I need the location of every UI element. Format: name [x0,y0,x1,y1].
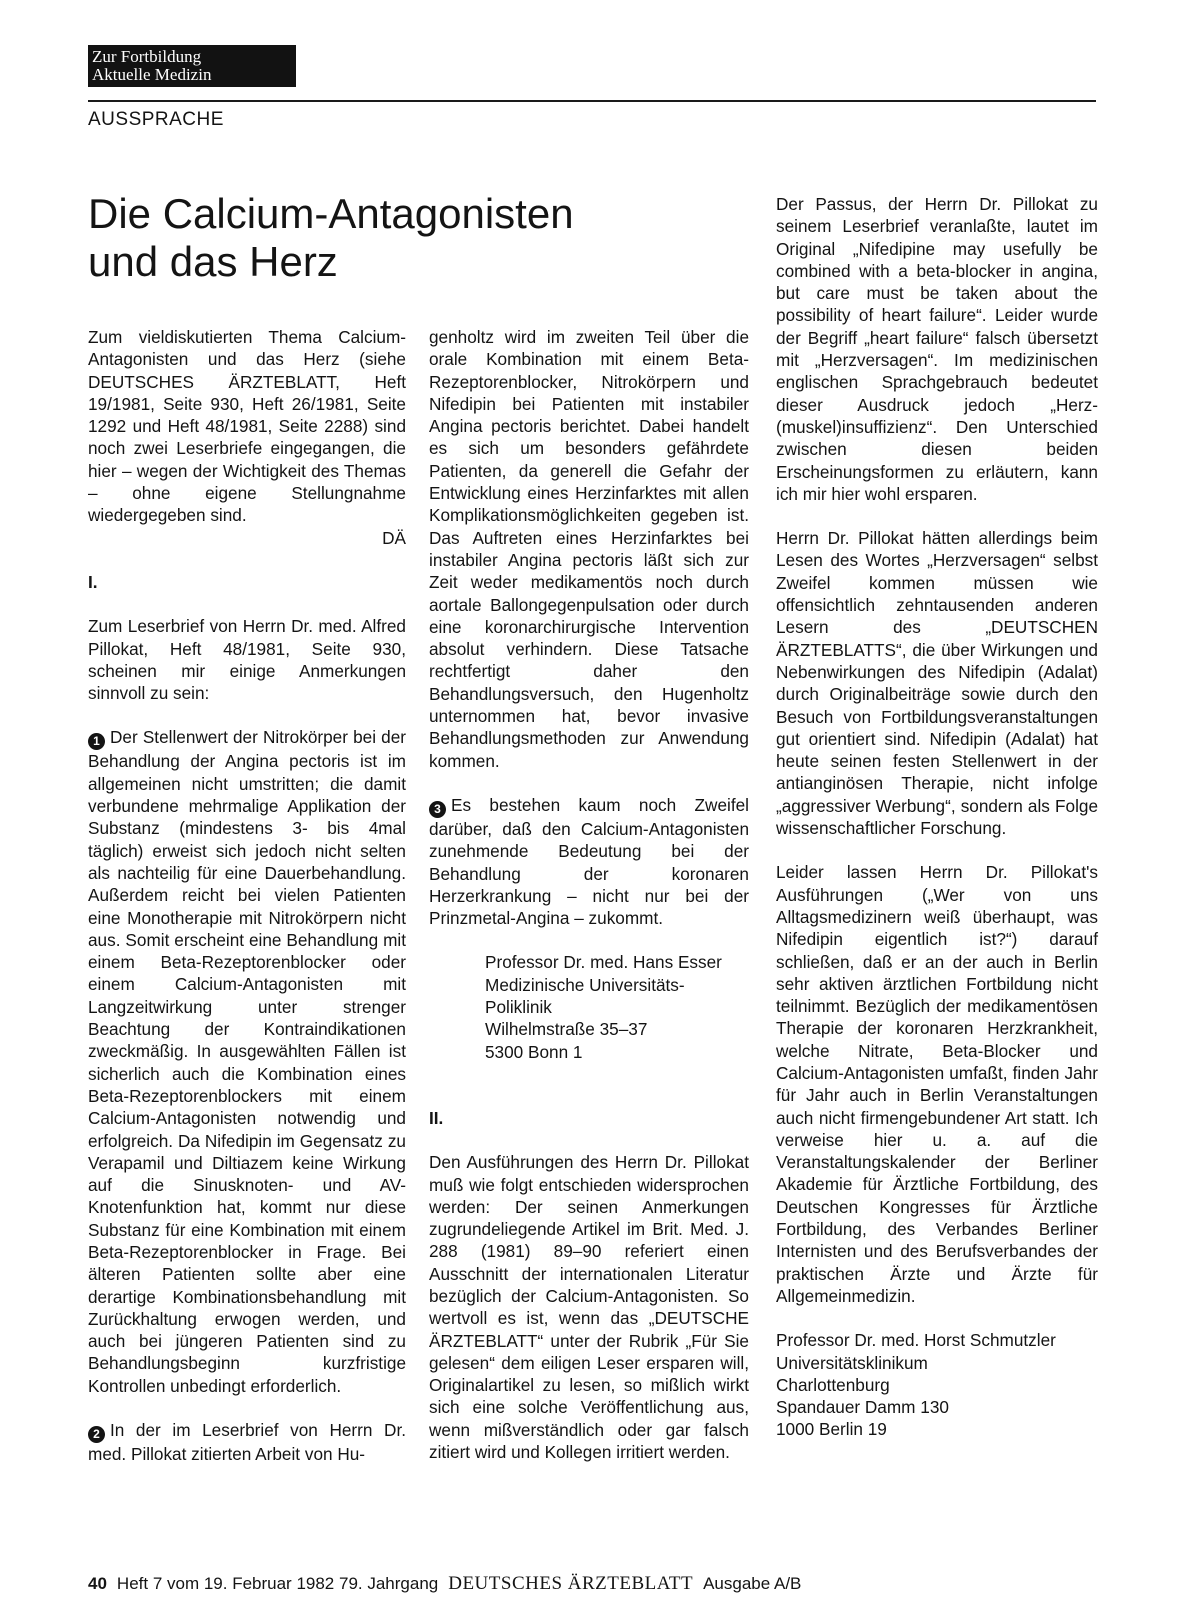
page-footer [88,1573,801,1595]
letter-2-paragraph-1: Den Ausführungen des Herrn Dr. Pillokat muß wie folgt entschieden widersprochen werden: Der seinen Anmerkungen zugrundeliegende Artikel im Brit. Med. J. 288 (1981) 89–90 referiert einen Ausschnitt der internationalen Literatur bezüglich der Calcium-Antagonisten. So wertvoll es ist, wenn das „DEUTSCHE ÄRZTEBLATT“ unter der Rubrik „Für Sie gelesen“ dem eiligen Leser ersparen will, Originalartikel zu lesen, so mißlich wirkt sich eine solche Veröffentlichung aus, wenn mißverständlich oder gar falsch zitiert wird und Kollegen irritiert werden. [429,1152,749,1463]
point-3-marker: 3 [429,801,446,818]
intro-signature: DÄ [382,527,406,548]
letter-2-numeral: II. [429,1107,444,1128]
section-label: AUSSPRACHE [88,109,224,130]
page-number: 40 [88,1574,107,1593]
journal-name: DEUTSCHES ÄRZTEBLATT [448,1573,694,1594]
title-line-1: Die Calcium-Antagonisten [88,190,574,237]
letter-2-paragraph-2: Der Passus, der Herrn Dr. Pillokat zu seinem Leserbrief veranlaßte, lautet im Original „Nifedipine may usefully be combined with a beta-blocker in angina, but care must be taken about the possibility of heart failure“. Leider wurde der Begriff „heart failure“ falsch übersetzt mit „Herzversagen“. Im medizinischen englischen Sprachgebrauch bedeutet dieser Ausdruck jedoch „Herz-(muskel)insuffizienz“. Den Unterschied zwischen diesen beiden Erscheinungsformen zu erläutern, kann ich mir hier wohl ersparen. [776,194,1098,504]
letter-1-numeral: I. [88,571,98,592]
issue-info: Heft 7 vom 19. Februar 1982 79. Jahrgang [116,1574,439,1593]
point-1-text: Der Stellenwert der Nitrokörper bei der Behandlung der Angina pectoris ist im allgemeinen nicht umstritten; die damit verbundene mehrmalige Applikation der Substanz (mindestens 3- bis 4mal täglich) erweist sich jedoch nicht selten als nachteilig für eine Dauerbehandlung. Außerdem reicht bei vielen Patienten eine Monotherapie mit Nitrokörpern nicht aus. Somit erscheint eine Behandlung mit einem Beta-Rezeptorenblocker oder einem Calcium-Antagonisten mit Langzeitwirkung unter strenger Beachtung der Kontraindikationen zweckmäßig. In ausgewählten Fällen ist sicherlich auch die Kombination eines Beta-Rezeptorenblockers mit einem Calcium-Antagonisten notwendig und erfolgreich. Da Nifedipin im Gegensatz zu Verapamil und Diltiazem keine Wirkung auf die Sinusknoten- und AV-Knotenfunktion hat, kommt nur diese Substanz für eine Kombination mit einem Beta-Rezeptorenblocker in Frage. Bei älteren Patienten sollte aber eine derartige Kombinationsbehandlung mit Zurückhaltung erwogen werden, und auch bei jüngeren Patienten sind zu Behandlungsbeginn kurzfristige Kontrollen unbedingt erforderlich. [88,727,406,1396]
point-2-text-start: In der im Leserbrief von Herrn Dr. med. Pillokat zitierten Arbeit von Hu- [88,1420,406,1465]
author-1-address [429,951,749,1062]
point-2-text-continued: genholtz wird im zweiten Teil über die orale Kombination mit einem Beta-Rezeptorenblocker, Nitrokörpern und Nifedipin bei Patienten mit instabiler Angina pectoris berichtet. Dabei handelt es sich um besonders gefährdete Patienten, da generell die Gefahr der Entwicklung eines Herzinfarktes mit allen Komplikationsmöglichkeiten gegeben ist. Das Auftreten eines Herzinfarktes bei instabiler Angina pectoris läßt sich zur Zeit weder medikamentös noch durch aortale Ballongegenpulsation oder durch eine koronarchirurgische Intervention absolut verhindern. Diese Tatsache rechtfertigt daher den Behandlungsversuch, den Hugenholtz unternommen hat, bevor invasive Behandlungsmethoden zur Anwendung kommen. [429,327,749,771]
article-title [88,190,574,286]
letter-2-paragraph-4: Leider lassen Herrn Dr. Pillokat's Ausführungen („Wer von uns Alltagsmedizinern weiß überhaupt, was Nifedipin eigentlich ist?“) darauf schließen, daß er an der auch in Berlin sehr aktiven ärztlichen Fortbildung nicht teilnimmt. Bezüglich der medikamentösen Therapie der koronaren Herzkrankheit, welche Nitrate, Beta-Blocker und Calcium-Antagonisten umfaßt, finden Jahr für Jahr auch in Berlin Veranstaltungen auch nicht firmengebundener Art statt. Ich verweise hier u. a. auf die Veranstaltungskalender der Berliner Akademie für Ärztliche Fortbildung, des Deutschen Kongresses für Ärztliche Fortbildung, des Verbandes Berliner Internisten und des Berufsverbandes der praktischen Ärzte und Ärzte für Allgemeinmedizin. [776,862,1098,1306]
column-3 [776,193,1098,1441]
header-rule [88,100,1096,102]
column-1 [88,326,406,1465]
rubric-box [88,45,296,87]
intro-paragraph: Zum vieldiskutierten Thema Calcium-Antagonisten und das Herz (siehe DEUTSCHES ÄRZTEBLATT, Heft 19/1981, Seite 930, Heft 26/1981, Seite 1292 und Heft 48/1981, Seite 2288) sind noch zwei Leserbriefe eingegangen, die hier – wegen der Wichtigkeit des Themas – ohne eigene Stellungnahme wiedergegeben sind. [88,327,406,526]
point-1-marker: 1 [88,733,105,750]
point-3-paragraph [429,794,749,929]
column-2 [429,326,749,1463]
author-1-line: Professor Dr. med. Hans Esser [485,952,722,973]
author-1-line: Poliklinik [485,997,552,1018]
letter-1-intro: Zum Leserbrief von Herrn Dr. med. Alfred Pillokat, Heft 48/1981, Seite 930, scheinen mir einige Anmerkungen sinnvoll zu sein: [88,616,406,704]
rubric-line-2: Aktuelle Medizin [92,65,212,84]
author-1-line: Wilhelmstraße 35–37 [485,1019,648,1040]
title-line-2: und das Herz [88,238,338,285]
letter-2-paragraph-3: Herrn Dr. Pillokat hätten allerdings beim Lesen des Wortes „Herzversagen“ selbst Zweifel kommen müssen wie offensichtlich zehntausenden anderen Lesern des „DEUTSCHEN ÄRZTEBLATTS“, die über Wirkungen und Nebenwirkungen des Nifedipin (Adalat) durch Originalbeiträge sowie durch den Besuch von Fortbildungsveranstaltungen gut orientiert sind. Nifedipin (Adalat) hat heute seinen festen Stellenwert in der antianginösen Therapie, nicht infolge „aggressiver Werbung“, sondern als Folge wissenschaftlicher Forschung. [776,528,1098,839]
point-2-marker: 2 [88,1426,105,1443]
author-2-line: Spandauer Damm 130 [776,1397,949,1418]
author-2-line: Universitätsklinikum [776,1352,928,1373]
point-2-paragraph [88,1419,406,1465]
rubric-line-1: Zur Fortbildung [92,47,202,66]
author-1-line: 5300 Bonn 1 [485,1041,583,1062]
author-2-line: 1000 Berlin 19 [776,1419,887,1440]
author-2-line: Charlottenburg [776,1374,890,1395]
author-2-line: Professor Dr. med. Horst Schmutzler [776,1330,1056,1351]
point-3-text: Es bestehen kaum noch Zweifel darüber, daß den Calcium-Antagonisten zunehmende Bedeutung bei der Behandlung der koronaren Herzerkrankung – nicht nur bei der Prinzmetal-Angina – zukommt. [429,794,749,929]
author-1-line: Medizinische Universitäts- [485,974,685,995]
edition-info: Ausgabe A/B [703,1574,802,1593]
author-2-address [776,1329,1098,1440]
point-1-paragraph [88,726,406,1397]
